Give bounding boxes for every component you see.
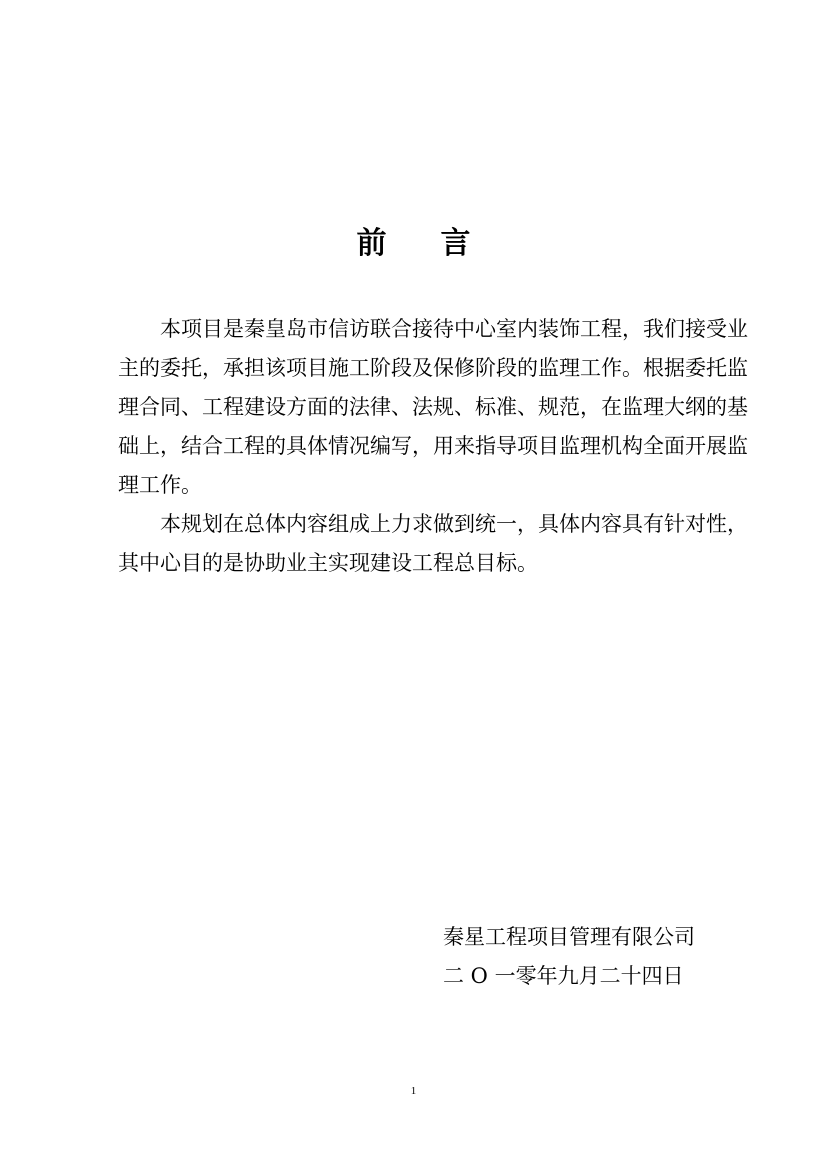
- page-number: 1: [410, 1085, 417, 1097]
- title-char-2: 言: [440, 226, 471, 261]
- title-char-1: 前: [356, 226, 387, 261]
- signature-date: 二 O 一零年九月二十四日: [443, 964, 684, 988]
- preface-paragraph-2: 本规划在总体内容组成上力求做到统一，具体内容具有针对性，其中心目的是协助业主实现建设工程总目标。: [118, 512, 748, 575]
- signature-block: [443, 918, 773, 996]
- page-title: [0, 222, 827, 266]
- preface-paragraph-1: 本项目是秦皇岛市信访联合接待中心室内装饰工程，我们接受业主的委托，承担该项目施工阶段及保修阶段的监理工作。根据委托监理合同、工程建设方面的法律、法规、标准、规范，在监理大纲的基础上，结合工程的具体情况编写，用来指导项目监理机构全面开展监理工作。: [118, 317, 748, 497]
- preface-body: [118, 310, 748, 583]
- company-name: 秦星工程项目管理有限公司: [443, 925, 695, 949]
